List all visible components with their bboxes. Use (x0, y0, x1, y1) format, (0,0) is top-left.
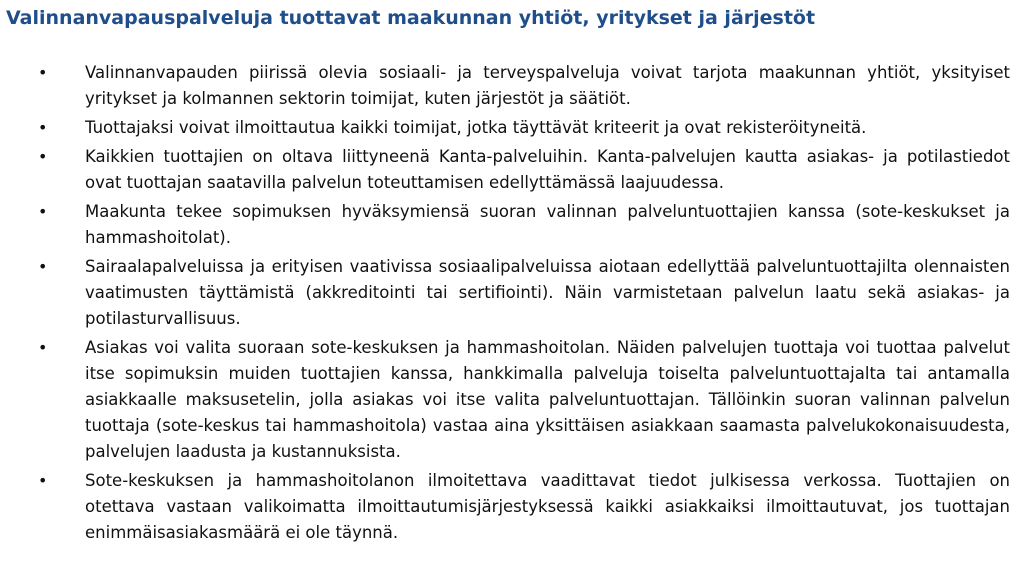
bullet-list (0, 60, 1024, 549)
list-item (0, 144, 1024, 196)
bullet-icon: • (38, 338, 48, 357)
list-item (0, 60, 1024, 112)
bullet-text: Sote-keskuksen ja hammashoitolanon ilmoitettava vaadittavat tiedot julkisessa verkossa. Tuottajien on otettava vastaan valikoimatta ilmoittautumisjärjestyksessä kaikki asiakkaiksi ilmoittautuvat, jos tuottajan enimmäisasiakasmäärä ei ole täynnä. (85, 471, 1010, 542)
list-item (0, 199, 1024, 251)
bullet-text: Kaikkien tuottajien on oltava liittyneenä Kanta-palveluihin. Kanta-palvelujen kautta asiakas- ja potilastiedot ovat tuottajan saatavilla palvelun toteuttamisen edellyttämässä laajuudessa. (85, 147, 1010, 192)
bullet-icon: • (38, 118, 48, 137)
list-item (0, 468, 1024, 546)
bullet-text: Sairaalapalveluissa ja erityisen vaativissa sosiaalipalveluissa aiotaan edellyttää palveluntuottajilta olennaisten vaatimusten täyttämistä (akkreditointi tai sertifiointi). Näin varmistetaan palvelun laatu sekä asiakas- ja potilasturvallisuus. (85, 257, 1010, 328)
page-title: Valinnanvapauspalveluja tuottavat maakunnan yhtiöt, yritykset ja järjestöt (6, 7, 816, 29)
bullet-text: Tuottajaksi voivat ilmoittautua kaikki toimijat, jotka täyttävät kriteerit ja ovat rekisteröityneitä. (85, 118, 867, 137)
bullet-icon: • (38, 63, 48, 82)
bullet-text: Asiakas voi valita suoraan sote-keskuksen ja hammashoitolan. Näiden palvelujen tuottaja voi tuottaa palvelut itse sopimuksin muiden tuottajien kanssa, hankkimalla palveluja toiselta palveluntuottajalta tai antamalla asiakkaalle maksusetelin, jolla asiakas voi itse valita palveluntuottajan. Tällöinkin suoran valinnan palvelun tuottaja (sote-keskus tai hammashoitola) vastaa aina yksittäisen asiakkaan saamasta palvelukokonaisuudesta, palvelujen laadusta ja kustannuksista. (85, 338, 1010, 461)
bullet-icon: • (38, 147, 48, 166)
bullet-icon: • (38, 202, 48, 221)
list-item (0, 115, 1024, 141)
bullet-text: Maakunta tekee sopimuksen hyväksymiensä suoran valinnan palveluntuottajien kanssa (sote-keskukset ja hammashoitolat). (85, 202, 1010, 247)
list-item (0, 254, 1024, 332)
bullet-icon: • (38, 257, 48, 276)
bullet-icon: • (38, 471, 48, 490)
list-item (0, 335, 1024, 465)
bullet-text: Valinnanvapauden piirissä olevia sosiaali- ja terveyspalveluja voivat tarjota maakunnan yhtiöt, yksityiset yritykset ja kolmannen sektorin toimijat, kuten järjestöt ja säätiöt. (85, 63, 1010, 108)
